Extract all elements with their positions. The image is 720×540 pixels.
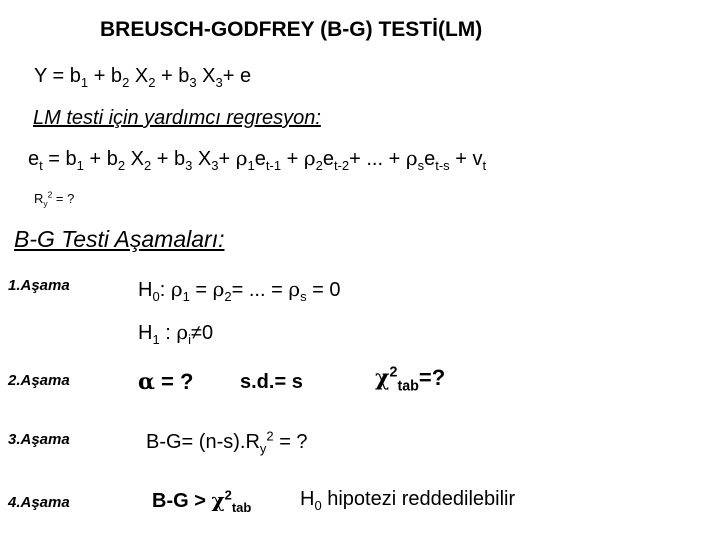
null-hypothesis: $H_0$: $\rho_1 = \rho_2=$ ... = $\rho_s = 0$ bbox=[138, 277, 341, 304]
step-1-label: 1.Aşama bbox=[8, 277, 70, 294]
degrees-of-freedom: s.d.= s bbox=[240, 371, 303, 393]
r-squared-label: $R_y^2$ = ? bbox=[34, 189, 75, 209]
null-rejection-text: $H_0$ hipotezi reddedilebilir bbox=[300, 488, 516, 513]
step-3-label: 3.Aşama bbox=[8, 431, 70, 448]
auxiliary-regression-equation: $e_t = b_1 + b_2$ $X_2 + b_3$ $X_3+ \rho_1e_{t-1} + \rho_2e_{t-2}+$ ... + $\rho_se_{t-s} + v_t$ bbox=[28, 146, 487, 173]
significance-level: α = ? bbox=[138, 369, 194, 395]
step-2-label: 2.Aşama bbox=[8, 372, 70, 389]
alternative-hypothesis: $H_1$ : $\rho_i\ne 0$ bbox=[138, 320, 214, 347]
steps-heading: B-G Testi Aşamaları: bbox=[14, 226, 225, 252]
chi-square-critical: $\chi^2_{tab}=$? bbox=[375, 364, 446, 395]
decision-rule: $B-G > \chi^2_{tab}$ bbox=[152, 487, 252, 515]
bg-statistic: $B-G= (n-s).R_y^2$ = ? bbox=[146, 428, 308, 456]
model-equation: $Y = b_1 + b_2$ $X_2 + b_3$ $X_3+ e$ bbox=[34, 65, 252, 90]
step-4-label: 4.Aşama bbox=[8, 494, 70, 511]
auxiliary-regression-heading: LM testi için yardımcı regresyon: bbox=[33, 107, 321, 129]
page-title: BREUSCH-GODFREY (B-G) TESTİ(LM) bbox=[100, 18, 483, 41]
